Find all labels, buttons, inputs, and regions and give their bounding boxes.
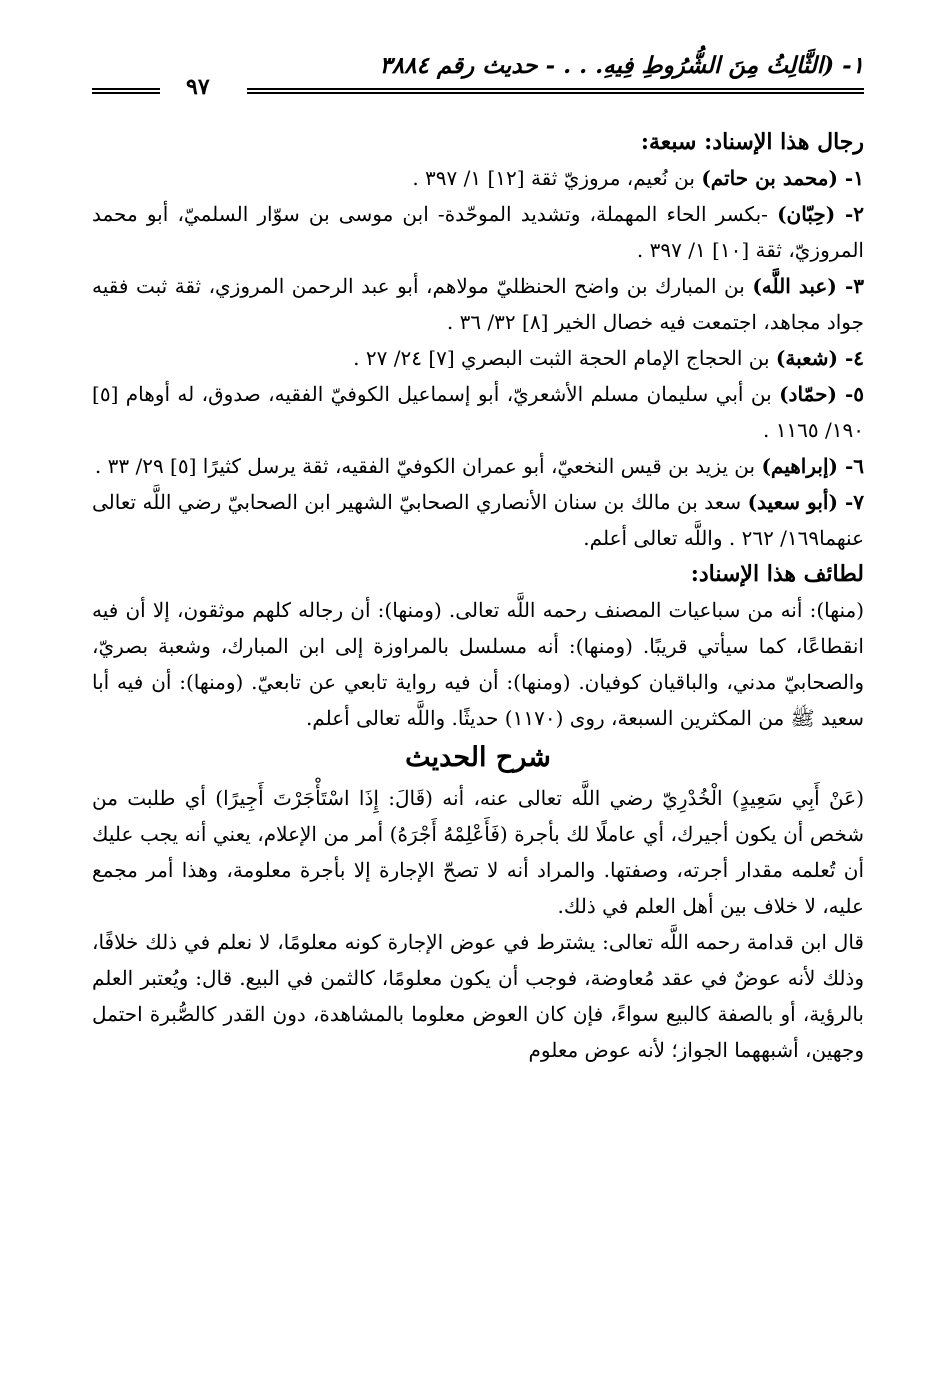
narrator-name: ٢- (حِبّان) [777, 202, 864, 226]
narrator-name: ٣- (عبد اللَّه) [752, 274, 864, 298]
narrator-name: ٦- (إبراهيم) [761, 454, 864, 478]
narrator-details: بن يزيد بن قيس النخعيّ، أبو عمران الكوفيّ الفقيه، ثقة يرسل كثيرًا [٥] ٢٩/ ٣٣ . [94, 454, 762, 478]
running-header [92, 52, 864, 100]
narrator-details: بن الحجاج الإمام الحجة الثبت البصري [٧] ٢٤/ ٢٧ . [353, 346, 776, 370]
narrator-details: -بكسر الحاء المهملة، وتشديد الموحّدة- ابن موسى بن سوّار السلميّ، أبو محمد المروزيّ، ثقة [١٠] ١/ ٣٩٧ . [92, 202, 864, 262]
narrator-entry [92, 448, 864, 484]
narrator-entry [92, 160, 864, 196]
narrator-entry [92, 340, 864, 376]
narrator-entry [92, 268, 864, 340]
narrator-details: سعد بن مالك بن سنان الأنصاري الصحابيّ الشهير ابن الصحابيّ رضي اللَّه تعالى عنهما١٦٩/ ٢٦٢ . واللَّه تعالى أعلم. [92, 490, 864, 550]
narrator-details: بن أبي سليمان مسلم الأشعريّ، أبو إسماعيل الكوفيّ الفقيه، صدوق، له أوهام [٥] ١٩٠/ ١١٦٥ . [92, 382, 864, 442]
sharh-paragraph: قال ابن قدامة رحمه اللَّه تعالى: يشترط في عوض الإجارة كونه معلومًا، لا نعلم في ذلك خلافًا، وذلك لأنه عوضٌ في عقد مُعاوضة، فوجب أن يكون معلومًا، كالثمن في البيع. قال: ويُعتبر العلم بالرؤية، أو بالصفة كالبيع سواءً، فإن كان العوض معلوما بالمشاهدة، دون القدر كالصُّبرة احتمل وجهين، أشبههما الجواز؛ لأنه عوض معلوم [92, 930, 864, 1062]
narrator-name: ٧- (أبو سعيد) [747, 490, 865, 514]
narrator-details: بن المبارك بن واضح الحنظليّ مولاهم، أبو عبد الرحمن المروزي، ثقة ثبت فقيه جواد مجاهد، اجتمعت فيه خصال الخير [٨] ٣٢/ ٣٦ . [92, 274, 864, 334]
narrator-details: بن نُعيم، مروزيّ ثقة [١٢] ١/ ٣٩٧ . [412, 166, 702, 190]
isnad-heading: رجال هذا الإسناد: سبعة: [640, 129, 864, 155]
header-rule-short [92, 88, 160, 94]
section-title: شرح الحديث [405, 742, 551, 773]
lataif-paragraph: (منها): أنه من سباعيات المصنف رحمه اللَّه تعالى. (ومنها): أن رجاله كلهم موثقون، إلا أن فيه انقطاعًا، كما سيأتي قريبًا. (ومنها): أنه مسلسل بالمراوزة إلى ابن المبارك، وشعبة بصريّ، والصحابيّ مدني، والباقيان كوفيان. (ومنها): أن فيه رواية تابعي عن تابعيّ. (ومنها): أن فيه أبا سعيد ﷺ من المكثرين السبعة، روى (١١٧٠) حديثًا. واللَّه تعالى أعلم. [92, 598, 864, 730]
lataif-heading: لطائف هذا الإسناد: [690, 561, 864, 587]
narrator-entry [92, 484, 864, 556]
narrator-name: ٥- (حمّاد) [779, 382, 864, 406]
header-rule-double [247, 88, 864, 94]
sharh-paragraph: (عَنْ أَبِي سَعِيدٍ) الْخُدْرِيّ رضي اللَّه تعالى عنه، أنه (قَالَ: إِذَا اسْتَأْجَرْتَ أَجِيرًا) أي طلبت من شخص أن يكون أجيرك، أي عاملًا لك بأجرة (فَأَعْلِمْهُ أَجْرَهُ) أمر من الإعلام، يعني أنه يجب عليك أن تُعلمه مقدار أجرته، وصفتها. والمراد أنه لا تصحّ الإجارة إلا بأجرة معلومة، وهذا أمر مجمع عليه، لا خلاف بين أهل العلم في ذلك. [92, 786, 864, 918]
narrator-name: ٤- (شعبة) [775, 346, 864, 370]
running-header-title: ١- (الثَّالِثُ مِنَ الشُّرُوطِ فِيهِ. . . - حديث رقم ٣٨٨٤ [379, 52, 864, 79]
page-body [92, 124, 864, 1068]
page-number: ٩٧ [186, 74, 210, 100]
narrator-entry [92, 196, 864, 268]
narrator-name: ١- (محمد بن حاتم) [701, 166, 864, 190]
narrator-entry [92, 376, 864, 448]
